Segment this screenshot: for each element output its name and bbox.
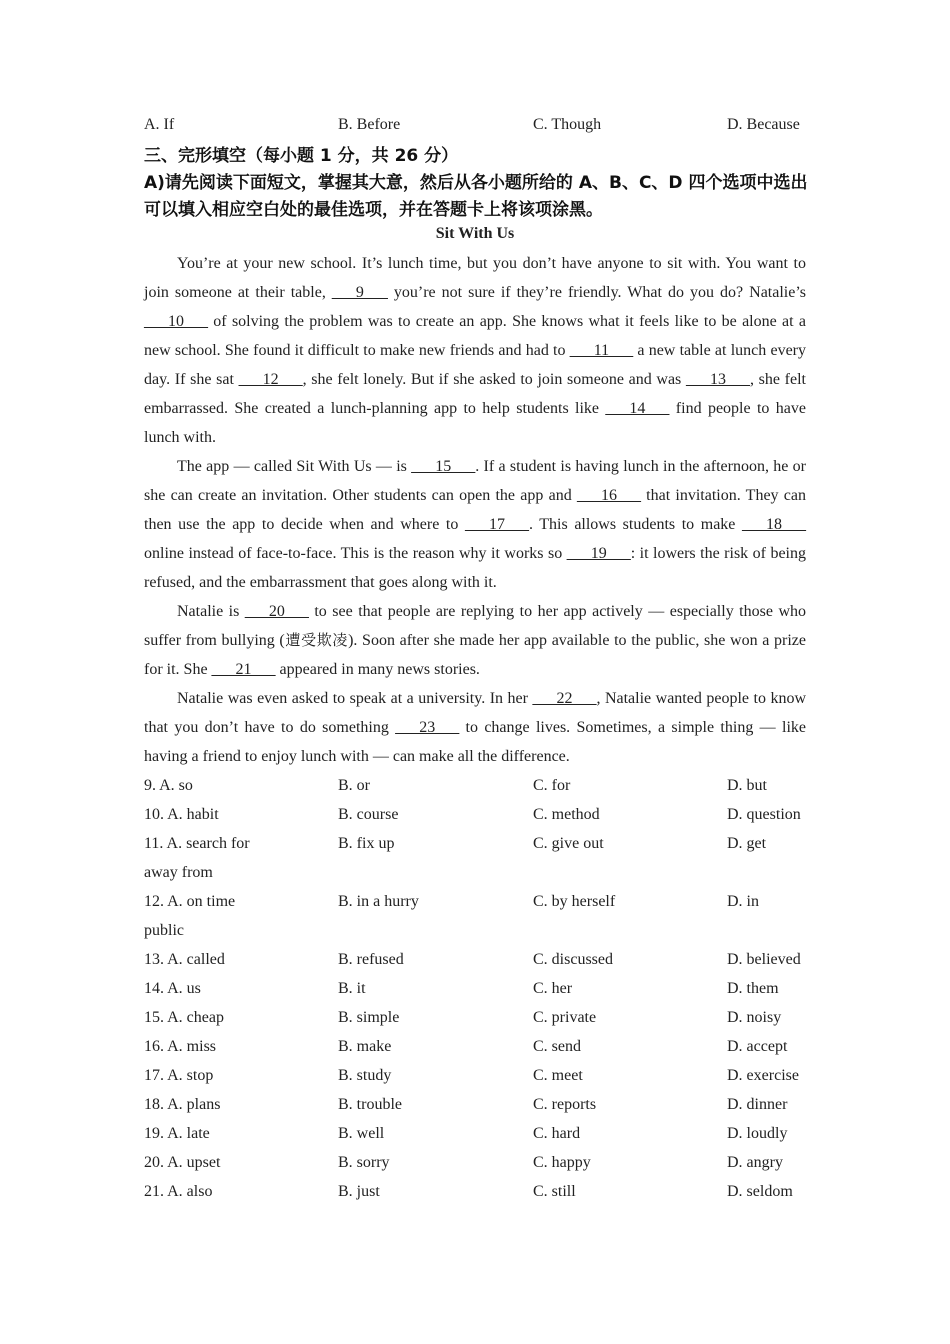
option-a: 14. A. us <box>144 980 201 997</box>
question-11-wrap <box>144 861 824 885</box>
option-d: D. exercise <box>727 1067 799 1084</box>
option-a: 16. A. miss <box>144 1038 217 1055</box>
option-a: 10. A. habit <box>144 806 219 823</box>
blank-22: ___22___ <box>532 690 597 707</box>
option-d: D. get <box>727 835 767 852</box>
option-c: C. hard <box>533 1125 581 1142</box>
question-11-options <box>144 832 824 856</box>
question-21-options <box>144 1180 824 1204</box>
option-a: 9. A. so <box>144 777 193 794</box>
section-heading: 三、完形填空（每小题 1 分，共 26 分） <box>144 146 459 166</box>
option-c: C. give out <box>533 835 604 852</box>
option-b: B. Before <box>338 116 401 133</box>
chinese-gloss: 遭受欺凌 <box>284 631 349 649</box>
option-c: C. Though <box>533 116 602 133</box>
blank-13: ___13___ <box>685 371 750 388</box>
blank-23: ___23___ <box>395 719 460 736</box>
option-d: D. accept <box>727 1038 788 1055</box>
option-d: D. dinner <box>727 1096 788 1113</box>
option-c: C. for <box>533 777 571 794</box>
question-10-options <box>144 803 824 827</box>
option-b: B. trouble <box>338 1096 402 1113</box>
option-d: D. question <box>727 806 801 823</box>
option-b: B. it <box>338 980 366 997</box>
option-d: D. Because <box>727 116 800 133</box>
option-a: 15. A. cheap <box>144 1009 224 1026</box>
question-12-options <box>144 890 824 914</box>
option-c: C. her <box>533 980 573 997</box>
question-20-options <box>144 1151 824 1175</box>
blank-11: ___11___ <box>569 342 634 359</box>
option-a: 18. A. plans <box>144 1096 221 1113</box>
blank-18: ___18___ <box>742 516 807 533</box>
option-d: D. them <box>727 980 779 997</box>
option-d: D. but <box>727 777 767 794</box>
question-17-options <box>144 1064 824 1088</box>
option-b: B. simple <box>338 1009 400 1026</box>
option-c: C. meet <box>533 1067 583 1084</box>
option-d: D. loudly <box>727 1125 788 1142</box>
question-14-options <box>144 977 824 1001</box>
option-d: D. angry <box>727 1154 783 1171</box>
paragraph-4: Natalie was even asked to speak at a university. In her ___22___, Natalie wanted people to know that you don’t have to do something ___23___ to change lives. Sometimes, a simple thing — like having a friend to enjoy lunch with — can make all the difference. <box>144 690 806 765</box>
option-a: 12. A. on time <box>144 893 236 910</box>
question-18-options <box>144 1093 824 1117</box>
question-15-options <box>144 1006 824 1030</box>
blank-10: ___10___ <box>144 313 208 330</box>
question-12-wrap <box>144 919 824 943</box>
option-a: 11. A. search for <box>144 835 250 852</box>
option-d-continued: away from <box>144 864 213 881</box>
blank-17: ___17___ <box>464 516 529 533</box>
option-d: D. believed <box>727 951 801 968</box>
option-a: 20. A. upset <box>144 1154 221 1171</box>
question-13-options <box>144 948 824 972</box>
option-a: A. If <box>144 116 175 133</box>
option-c: C. by herself <box>533 893 616 910</box>
blank-15: ___15___ <box>411 458 476 475</box>
section-instruction: A)请先阅读下面短文，掌握其大意，然后从各小题所给的 A、B、C、D 四个选项中选出可以填入相应空白处的最佳选项，并在答题卡上将该项涂黑。 <box>144 173 808 220</box>
question-9-options <box>144 774 824 798</box>
question-16-options <box>144 1035 824 1059</box>
option-c: C. send <box>533 1038 581 1055</box>
paragraph-2: The app — called Sit With Us — is ___15___. If a student is having lunch in the afternoon, he or she can create an invitation. Other students can open the app and ___16___ that invitation. They can then use the app to decide when and where to ___17___. This allows students to make ___18___ online instead of face-to-face. This is the reason why it works so ___19___: it lowers the risk of being refused, and the embarrassment that goes along with it. <box>144 458 807 591</box>
blank-12: ___12___ <box>238 371 303 388</box>
option-a: 21. A. also <box>144 1183 213 1200</box>
option-b: B. or <box>338 777 370 794</box>
option-b: B. well <box>338 1125 385 1142</box>
option-b: B. sorry <box>338 1154 390 1171</box>
option-a: 13. A. called <box>144 951 225 968</box>
option-a: 19. A. late <box>144 1125 210 1142</box>
option-c: C. private <box>533 1009 597 1026</box>
option-b: B. make <box>338 1038 392 1055</box>
option-c: C. still <box>533 1183 576 1200</box>
blank-19: ___19___ <box>566 545 631 562</box>
option-b: B. refused <box>338 951 404 968</box>
option-d: D. noisy <box>727 1009 782 1026</box>
question-19-options <box>144 1122 824 1146</box>
paragraph-3: Natalie is ___20___ to see that people are replying to her app actively — especially those who suffer from bullying (遭受欺凌). Soon after she made her app available to the public, she won a prize for it. She ___21___ appeared in many news stories. <box>144 603 807 678</box>
previous-question-options <box>144 113 824 137</box>
option-b: B. fix up <box>338 835 395 852</box>
option-c: C. method <box>533 806 600 823</box>
option-a: 17. A. stop <box>144 1067 214 1084</box>
blank-9: ___9___ <box>331 284 388 301</box>
option-c: C. happy <box>533 1154 591 1171</box>
blank-21: ___21___ <box>211 661 276 678</box>
option-b: B. study <box>338 1067 392 1084</box>
option-d: D. in <box>727 893 759 910</box>
option-b: B. just <box>338 1183 380 1200</box>
passage-title: Sit With Us <box>435 225 515 242</box>
option-d: D. seldom <box>727 1183 793 1200</box>
blank-14: ___14___ <box>605 400 670 417</box>
paragraph-1: You’re at your new school. It’s lunch time, but you don’t have anyone to sit with. You want to join someone at their table, ___9___ you’re not sure if they’re friendly. What do you do? Natalie’s ___10___ of solving the problem was to create an app. She knows what it feels like to be alone at a new school. She found it difficult to make new friends and had to ___11___ a new table at lunch every day. If she sat ___12___, she felt lonely. But if she asked to join someone and was ___13___, she felt embarrassed. She created a lunch-planning app to help students like ___14___ find people to have lunch with. <box>144 255 807 446</box>
blank-16: ___16___ <box>576 487 641 504</box>
blank-20: ___20___ <box>244 603 309 620</box>
option-b: B. in a hurry <box>338 893 419 910</box>
passage-body <box>144 249 806 771</box>
option-b: B. course <box>338 806 399 823</box>
option-d-continued: public <box>144 922 184 939</box>
option-c: C. discussed <box>533 951 613 968</box>
option-c: C. reports <box>533 1096 597 1113</box>
